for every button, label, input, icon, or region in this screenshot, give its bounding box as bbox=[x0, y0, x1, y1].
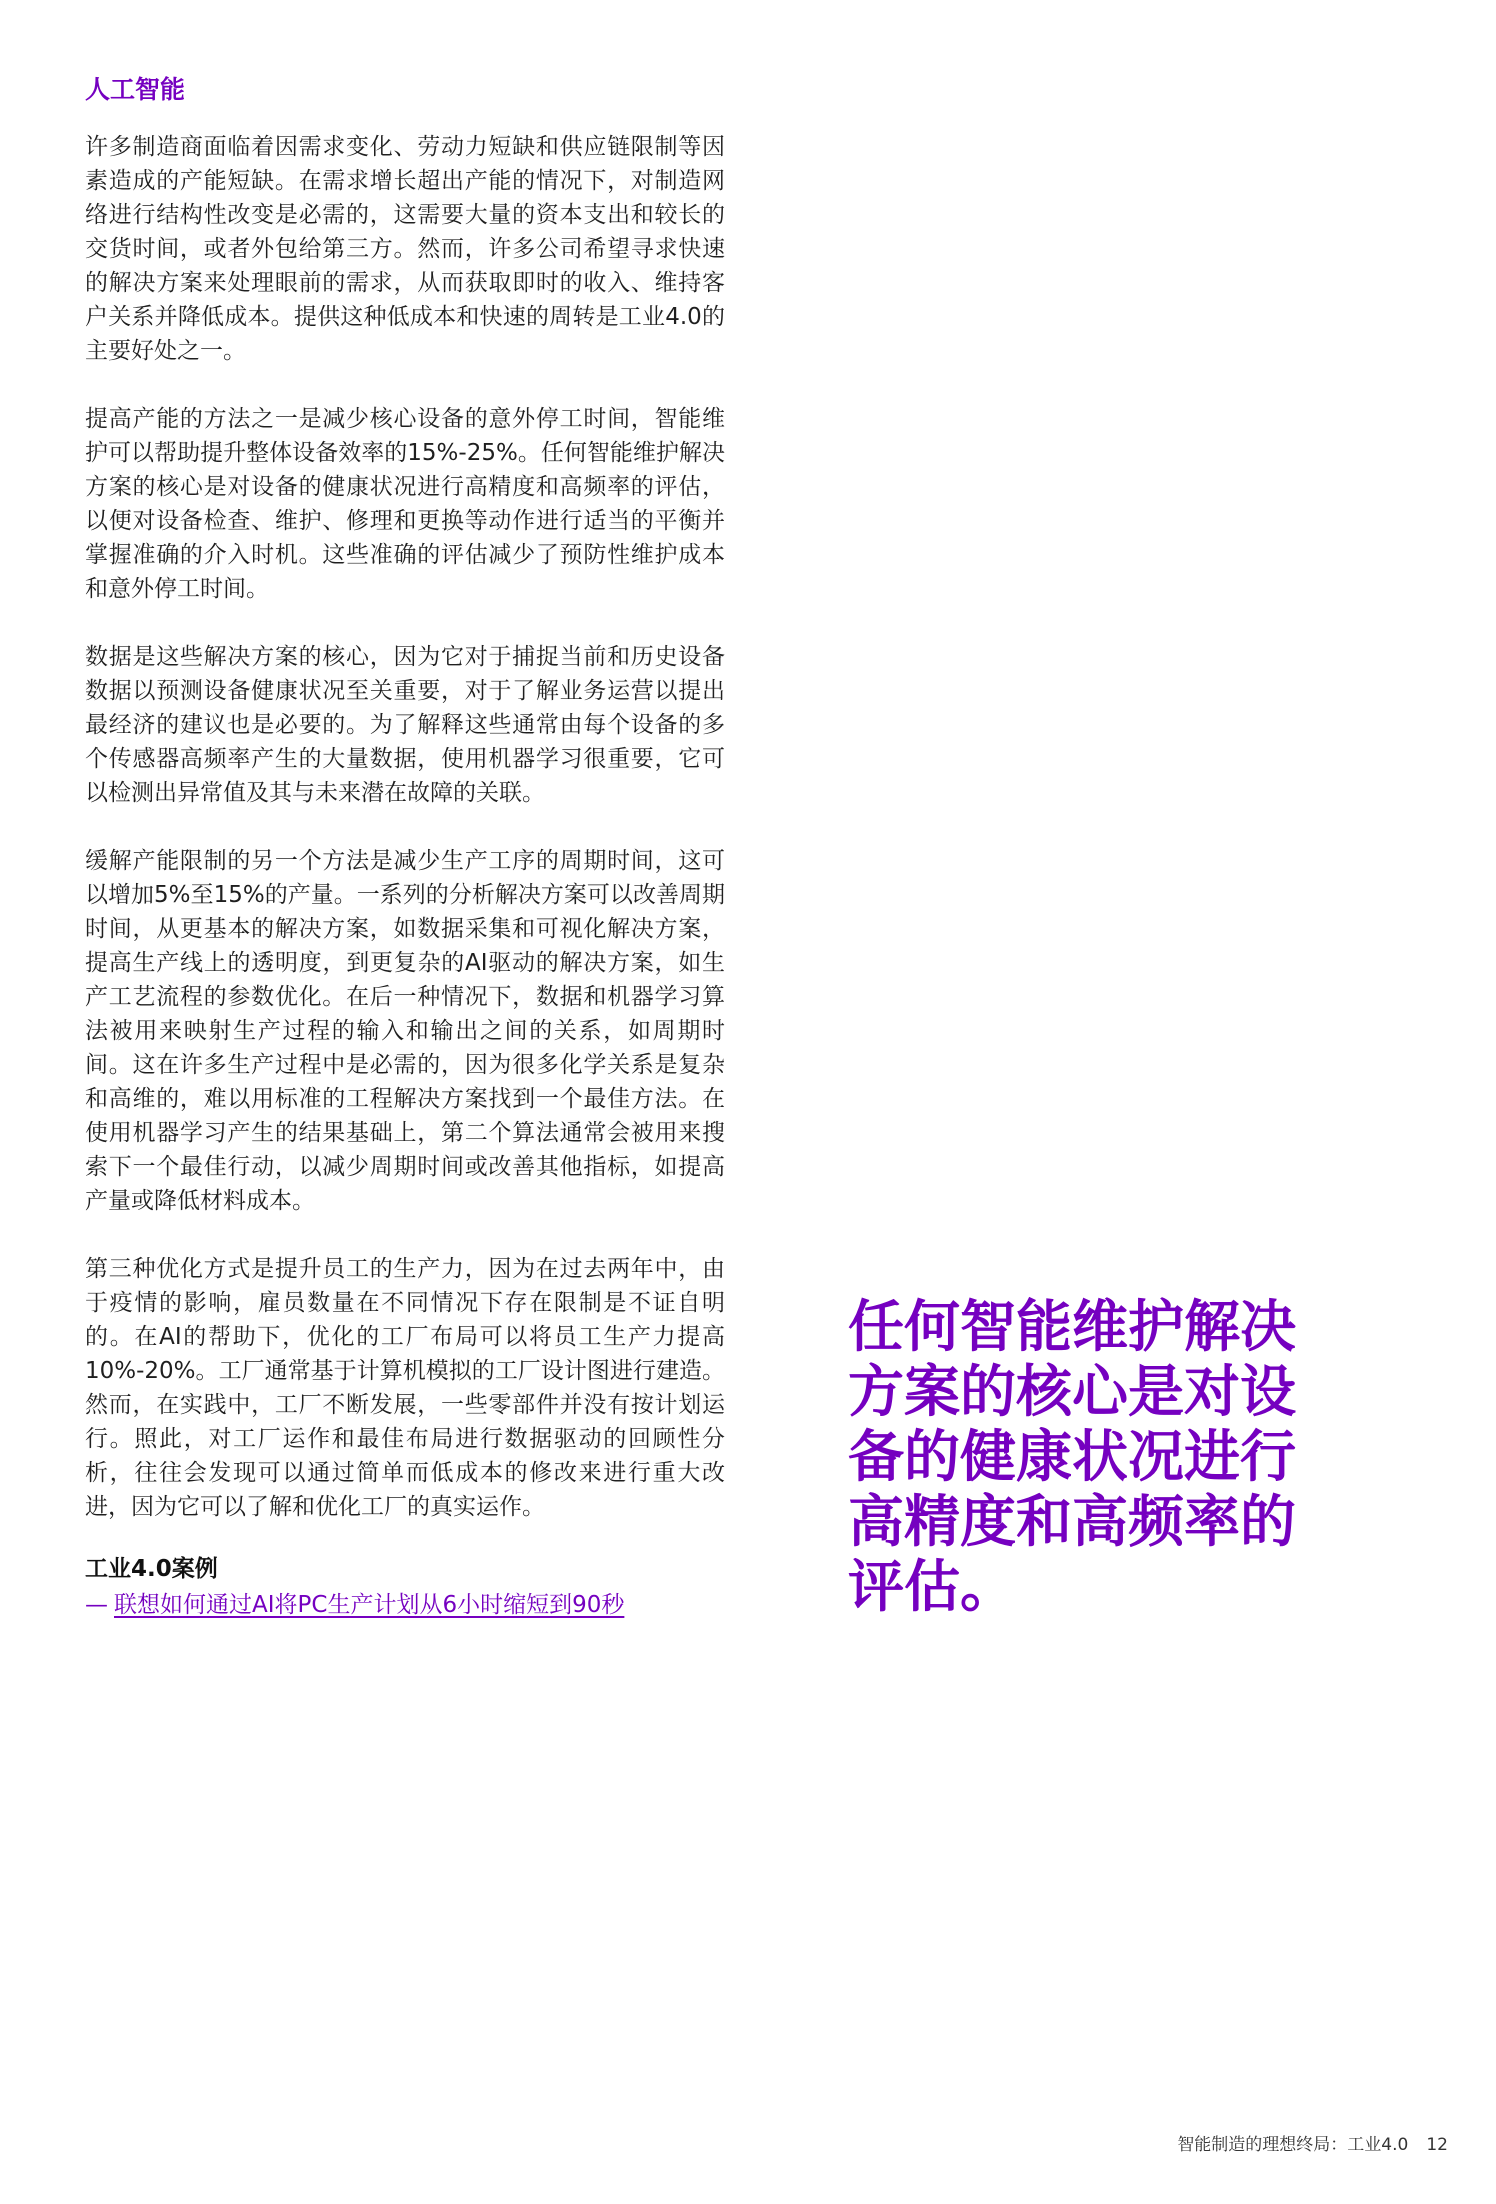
case-heading: 工业4.0案例 bbox=[85, 1556, 218, 1582]
paragraph-5: 第三种优化方式是提升员工的生产力，因为在过去两年中，由于疫情的影响，雇员数量在不同情况下存在限制是不证自明的。在AI的帮助下，优化的工厂布局可以将员工生产力提高10%-20%。工厂通常基于计算机模拟的工厂设计图进行建造。然而，在实践中，工厂不断发展，一些零部件并没有按计划运行。照此，对工厂运作和最佳布局进行数据驱动的回顾性分析，往往会发现可以通过简单而低成本的修改来进行重大改进，因为它可以了解和优化工厂的真实运作。 bbox=[85, 1256, 725, 1520]
case-dash: — bbox=[85, 1592, 108, 1618]
main-column bbox=[85, 72, 725, 1622]
pull-quote: 任何智能维护解决方案的核心是对设备的健康状况进行高精度和高频率的评估。 bbox=[848, 1295, 1296, 1620]
case-link-row bbox=[85, 1588, 725, 1622]
paragraph-1: 许多制造商面临着因需求变化、劳动力短缺和供应链限制等因素造成的产能短缺。在需求增长超出产能的情况下，对制造网络进行结构性改变是必需的，这需要大量的资本支出和较长的交货时间，或者外包给第三方。然而，许多公司希望寻求快速的解决方案来处理眼前的需求，从而获取即时的收入、维持客户关系并降低成本。提供这种低成本和快速的周转是工业4.0的主要好处之一。 bbox=[85, 134, 725, 364]
page-number: 12 bbox=[1426, 2135, 1448, 2155]
section-title: 人工智能 bbox=[85, 75, 186, 104]
footer-title: 智能制造的理想终局：工业4.0 bbox=[1177, 2135, 1409, 2155]
case-study-link[interactable]: 联想如何通过AI将PC生产计划从6小时缩短到90秒 bbox=[114, 1592, 625, 1618]
paragraph-4: 缓解产能限制的另一个方法是减少生产工序的周期时间，这可以增加5%至15%的产量。一系列的分析解决方案可以改善周期时间，从更基本的解决方案，如数据采集和可视化解决方案，提高生产线上的透明度，到更复杂的AI驱动的解决方案，如生产工艺流程的参数优化。在后一种情况下，数据和机器学习算法被用来映射生产过程的输入和输出之间的关系，如周期时间。这在许多生产过程中是必需的，因为很多化学关系是复杂和高维的，难以用标准的工程解决方案找到一个最佳方法。在使用机器学习产生的结果基础上，第二个算法通常会被用来搜索下一个最佳行动，以减少周期时间或改善其他指标，如提高产量或降低材料成本。 bbox=[85, 848, 725, 1214]
page-footer bbox=[1118, 2130, 1448, 2155]
paragraph-3: 数据是这些解决方案的核心，因为它对于捕捉当前和历史设备数据以预测设备健康状况至关重要，对于了解业务运营以提出最经济的建议也是必要的。为了解释这些通常由每个设备的多个传感器高频率产生的大量数据，使用机器学习很重要，它可以检测出异常值及其与未来潜在故障的关联。 bbox=[85, 644, 725, 806]
paragraph-2: 提高产能的方法之一是减少核心设备的意外停工时间，智能维护可以帮助提升整体设备效率的15%-25%。任何智能维护解决方案的核心是对设备的健康状况进行高精度和高频率的评估，以便对设备检查、维护、修理和更换等动作进行适当的平衡并掌握准确的介入时机。这些准确的评估减少了预防性维护成本和意外停工时间。 bbox=[85, 406, 725, 602]
